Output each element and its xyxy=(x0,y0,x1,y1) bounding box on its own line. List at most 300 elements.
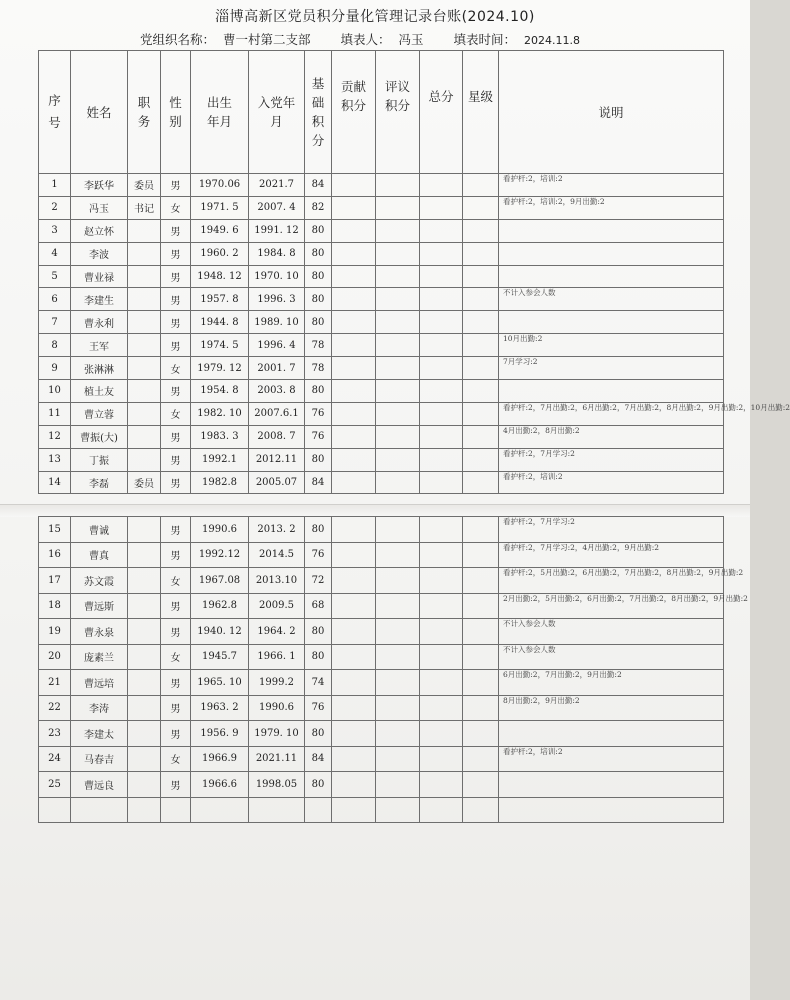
row-total xyxy=(420,380,463,403)
row-star xyxy=(463,772,499,798)
row-contrib-points xyxy=(332,772,376,798)
row-contrib-points xyxy=(332,357,376,380)
row-join: 1984. 8 xyxy=(249,242,305,265)
row-base-points: 84 xyxy=(305,174,332,197)
row-name: 曹远良 xyxy=(71,772,128,798)
row-no: 2 xyxy=(39,196,71,219)
row-sex: 男 xyxy=(161,242,191,265)
row-note: 不计入参会人数 xyxy=(499,644,724,670)
time-value: 2024.11.8 xyxy=(523,34,580,47)
row-sex: 男 xyxy=(161,619,191,645)
row-join: 1989. 10 xyxy=(249,311,305,334)
row-contrib-points xyxy=(332,219,376,242)
row-note: 看护杆:2，7月学习:2 xyxy=(499,448,724,471)
row-note xyxy=(499,721,724,747)
row-join: 1970. 10 xyxy=(249,265,305,288)
row-star xyxy=(463,288,499,311)
row-role xyxy=(128,242,161,265)
row-no: 25 xyxy=(39,772,71,798)
row-base-points: 84 xyxy=(305,471,332,494)
row-birth: 1979. 12 xyxy=(191,357,249,380)
row-base-points: 76 xyxy=(305,402,332,425)
row-total xyxy=(420,174,463,197)
row-no: 13 xyxy=(39,448,71,471)
row-review-points xyxy=(376,219,420,242)
row-review-points xyxy=(376,174,420,197)
row-birth: 1944. 8 xyxy=(191,311,249,334)
row-role xyxy=(128,448,161,471)
table-row xyxy=(39,695,724,721)
table-row xyxy=(39,619,724,645)
row-star xyxy=(463,746,499,772)
row-name: 李涛 xyxy=(71,695,128,721)
row-join: 2001. 7 xyxy=(249,357,305,380)
row-total xyxy=(420,593,463,619)
row-name: 苏文霞 xyxy=(71,568,128,594)
row-name: 庞素兰 xyxy=(71,644,128,670)
table-row xyxy=(39,772,724,798)
row-no: 21 xyxy=(39,670,71,696)
row-total xyxy=(420,448,463,471)
row-birth: 1982.8 xyxy=(191,471,249,494)
row-star xyxy=(463,380,499,403)
col-header-note: 说明 xyxy=(499,51,724,174)
row-name: 曹业禄 xyxy=(71,265,128,288)
row-role xyxy=(128,593,161,619)
row-star xyxy=(463,402,499,425)
row-review-points xyxy=(376,334,420,357)
row-review-points xyxy=(376,593,420,619)
row-sex: 男 xyxy=(161,219,191,242)
row-total xyxy=(420,402,463,425)
row-review-points xyxy=(376,517,420,543)
row-join: 1964. 2 xyxy=(249,619,305,645)
row-base-points: 76 xyxy=(305,695,332,721)
row-name: 曹永利 xyxy=(71,311,128,334)
row-sex: 男 xyxy=(161,380,191,403)
row-note: 看护杆:2，培训:2 xyxy=(499,471,724,494)
row-base-points: 80 xyxy=(305,311,332,334)
row-sex: 男 xyxy=(161,174,191,197)
row-name: 冯玉 xyxy=(71,196,128,219)
row-no: 15 xyxy=(39,517,71,543)
row-sex: 男 xyxy=(161,695,191,721)
row-role xyxy=(128,288,161,311)
row-no: 20 xyxy=(39,644,71,670)
row-name: 王军 xyxy=(71,334,128,357)
row-role xyxy=(128,334,161,357)
row-contrib-points xyxy=(332,425,376,448)
row-star xyxy=(463,568,499,594)
row-total xyxy=(420,772,463,798)
row-contrib-points xyxy=(332,644,376,670)
table-row xyxy=(39,670,724,696)
row-join: 2007.6.1 xyxy=(249,402,305,425)
row-name: 曹远培 xyxy=(71,670,128,696)
row-note: 10月出勤:2 xyxy=(499,334,724,357)
row-review-points xyxy=(376,670,420,696)
row-sex: 男 xyxy=(161,288,191,311)
row-note: 8月出勤:2，9月出勤:2 xyxy=(499,695,724,721)
row-base-points: 80 xyxy=(305,644,332,670)
row-join: 2008. 7 xyxy=(249,425,305,448)
row-name: 李建生 xyxy=(71,288,128,311)
row-contrib-points xyxy=(332,517,376,543)
row-no: 11 xyxy=(39,402,71,425)
row-base-points: 80 xyxy=(305,242,332,265)
row-base-points: 72 xyxy=(305,568,332,594)
row-contrib-points xyxy=(332,471,376,494)
row-review-points xyxy=(376,380,420,403)
row-birth: 1966.9 xyxy=(191,746,249,772)
row-total xyxy=(420,517,463,543)
row-name: 李波 xyxy=(71,242,128,265)
row-review-points xyxy=(376,196,420,219)
points-table-bottom xyxy=(38,516,748,823)
row-join: 1998.05 xyxy=(249,772,305,798)
row-join: 1966. 1 xyxy=(249,644,305,670)
row-name: 赵立怀 xyxy=(71,219,128,242)
row-total xyxy=(420,425,463,448)
row-no: 10 xyxy=(39,380,71,403)
row-role xyxy=(128,644,161,670)
row-review-points xyxy=(376,471,420,494)
row-role xyxy=(128,695,161,721)
table-row xyxy=(39,517,724,543)
row-sex: 女 xyxy=(161,402,191,425)
row-name: 张淋淋 xyxy=(71,357,128,380)
row-note: 看护杆:2，7月学习:2，4月出勤:2，9月出勤:2 xyxy=(499,542,724,568)
row-base-points: 80 xyxy=(305,219,332,242)
row-contrib-points xyxy=(332,695,376,721)
row-no: 8 xyxy=(39,334,71,357)
row-note xyxy=(499,242,724,265)
row-total xyxy=(420,242,463,265)
row-sex: 女 xyxy=(161,196,191,219)
row-total xyxy=(420,219,463,242)
row-join: 1991. 12 xyxy=(249,219,305,242)
row-contrib-points xyxy=(332,196,376,219)
row-sex: 男 xyxy=(161,471,191,494)
row-no: 22 xyxy=(39,695,71,721)
row-no: 12 xyxy=(39,425,71,448)
empty-cell xyxy=(499,797,724,823)
row-join: 2007. 4 xyxy=(249,196,305,219)
row-sex: 男 xyxy=(161,425,191,448)
row-base-points: 74 xyxy=(305,670,332,696)
row-contrib-points xyxy=(332,380,376,403)
row-star xyxy=(463,265,499,288)
table-row xyxy=(39,402,724,425)
row-base-points: 80 xyxy=(305,380,332,403)
row-base-points: 76 xyxy=(305,425,332,448)
row-star xyxy=(463,517,499,543)
row-star xyxy=(463,644,499,670)
row-role xyxy=(128,402,161,425)
row-note: 7月学习:2 xyxy=(499,357,724,380)
row-sex: 女 xyxy=(161,746,191,772)
row-role xyxy=(128,746,161,772)
row-birth: 1954. 8 xyxy=(191,380,249,403)
row-contrib-points xyxy=(332,288,376,311)
row-note: 看护杆:2，培训:2，9月出勤:2 xyxy=(499,196,724,219)
row-contrib-points xyxy=(332,670,376,696)
row-note xyxy=(499,265,724,288)
row-note: 不计入参会人数 xyxy=(499,288,724,311)
row-role xyxy=(128,219,161,242)
row-sex: 男 xyxy=(161,721,191,747)
row-base-points: 80 xyxy=(305,772,332,798)
row-birth: 1971. 5 xyxy=(191,196,249,219)
row-join: 2014.5 xyxy=(249,542,305,568)
row-no: 17 xyxy=(39,568,71,594)
row-name: 曹诚 xyxy=(71,517,128,543)
row-role: 书记 xyxy=(128,196,161,219)
row-birth: 1992.1 xyxy=(191,448,249,471)
table-row xyxy=(39,425,724,448)
row-contrib-points xyxy=(332,265,376,288)
row-note: 6月出勤:2，7月出勤:2，9月出勤:2 xyxy=(499,670,724,696)
row-sex: 男 xyxy=(161,334,191,357)
row-total xyxy=(420,288,463,311)
table-header-row xyxy=(39,51,724,174)
time-label: 填表时间： xyxy=(453,32,516,47)
row-role: 委员 xyxy=(128,471,161,494)
row-role xyxy=(128,265,161,288)
row-base-points: 76 xyxy=(305,542,332,568)
row-note xyxy=(499,380,724,403)
table-row xyxy=(39,357,724,380)
row-birth: 1957. 8 xyxy=(191,288,249,311)
row-total xyxy=(420,471,463,494)
row-birth: 1945.7 xyxy=(191,644,249,670)
row-join: 1996. 3 xyxy=(249,288,305,311)
empty-cell xyxy=(191,797,249,823)
row-total xyxy=(420,746,463,772)
row-join: 1979. 10 xyxy=(249,721,305,747)
row-name: 曹真 xyxy=(71,542,128,568)
col-header-no: 序 号 xyxy=(39,51,71,174)
table-row-empty xyxy=(39,797,724,823)
col-header-join: 入党年 月 xyxy=(249,51,305,174)
row-no: 4 xyxy=(39,242,71,265)
row-review-points xyxy=(376,311,420,334)
row-role xyxy=(128,619,161,645)
row-base-points: 78 xyxy=(305,334,332,357)
row-star xyxy=(463,242,499,265)
row-total xyxy=(420,357,463,380)
row-join: 2009.5 xyxy=(249,593,305,619)
row-name: 马春吉 xyxy=(71,746,128,772)
row-base-points: 80 xyxy=(305,448,332,471)
empty-cell xyxy=(161,797,191,823)
row-join: 1990.6 xyxy=(249,695,305,721)
table-row xyxy=(39,471,724,494)
row-birth: 1982. 10 xyxy=(191,402,249,425)
row-star xyxy=(463,542,499,568)
empty-cell xyxy=(71,797,128,823)
row-total xyxy=(420,568,463,594)
row-review-points xyxy=(376,425,420,448)
row-total xyxy=(420,265,463,288)
row-total xyxy=(420,334,463,357)
row-contrib-points xyxy=(332,619,376,645)
row-review-points xyxy=(376,542,420,568)
row-star xyxy=(463,219,499,242)
row-note: 2月出勤:2，5月出勤:2，6月出勤:2，7月出勤:2，8月出勤:2，9月出勤:2 xyxy=(499,593,724,619)
row-birth: 1963. 2 xyxy=(191,695,249,721)
row-star xyxy=(463,471,499,494)
row-note xyxy=(499,772,724,798)
row-role xyxy=(128,357,161,380)
row-name: 植土友 xyxy=(71,380,128,403)
row-star xyxy=(463,334,499,357)
row-note: 看护杆:2，7月学习:2 xyxy=(499,517,724,543)
table-row xyxy=(39,593,724,619)
row-birth: 1965. 10 xyxy=(191,670,249,696)
row-no: 3 xyxy=(39,219,71,242)
table-row xyxy=(39,219,724,242)
row-birth: 1974. 5 xyxy=(191,334,249,357)
table-row xyxy=(39,288,724,311)
table-row xyxy=(39,542,724,568)
row-join: 2013. 2 xyxy=(249,517,305,543)
row-sex: 男 xyxy=(161,517,191,543)
row-no: 14 xyxy=(39,471,71,494)
row-base-points: 80 xyxy=(305,265,332,288)
row-birth: 1983. 3 xyxy=(191,425,249,448)
row-birth: 1967.08 xyxy=(191,568,249,594)
row-role xyxy=(128,425,161,448)
row-join: 1999.2 xyxy=(249,670,305,696)
row-total xyxy=(420,542,463,568)
row-role xyxy=(128,568,161,594)
table-row xyxy=(39,311,724,334)
row-review-points xyxy=(376,772,420,798)
row-star xyxy=(463,695,499,721)
row-name: 曹远斯 xyxy=(71,593,128,619)
col-header-review: 评议 积分 xyxy=(376,51,420,174)
row-join: 2021.11 xyxy=(249,746,305,772)
row-no: 9 xyxy=(39,357,71,380)
row-no: 16 xyxy=(39,542,71,568)
row-base-points: 78 xyxy=(305,357,332,380)
row-base-points: 82 xyxy=(305,196,332,219)
row-review-points xyxy=(376,644,420,670)
row-contrib-points xyxy=(332,568,376,594)
row-contrib-points xyxy=(332,542,376,568)
document-title: 淄博高新区党员积分量化管理记录台账(2024.10) xyxy=(215,9,535,25)
row-note: 4月出勤:2，8月出勤:2 xyxy=(499,425,724,448)
filler-label: 填表人： xyxy=(340,32,391,47)
col-header-total: 总分 xyxy=(420,51,463,174)
row-sex: 男 xyxy=(161,265,191,288)
row-name: 曹立蓉 xyxy=(71,402,128,425)
col-header-name: 姓名 xyxy=(71,51,128,174)
row-note xyxy=(499,311,724,334)
table-row xyxy=(39,334,724,357)
row-sex: 男 xyxy=(161,772,191,798)
row-role xyxy=(128,670,161,696)
row-contrib-points xyxy=(332,448,376,471)
row-no: 5 xyxy=(39,265,71,288)
row-no: 19 xyxy=(39,619,71,645)
row-review-points xyxy=(376,695,420,721)
row-contrib-points xyxy=(332,402,376,425)
row-contrib-points xyxy=(332,311,376,334)
row-role xyxy=(128,311,161,334)
row-birth: 1966.6 xyxy=(191,772,249,798)
filler-value: 冯玉 xyxy=(398,32,424,47)
empty-cell xyxy=(39,797,71,823)
row-star xyxy=(463,619,499,645)
row-total xyxy=(420,695,463,721)
row-name: 曹永泉 xyxy=(71,619,128,645)
row-join: 2005.07 xyxy=(249,471,305,494)
row-total xyxy=(420,644,463,670)
row-note: 不计入参会人数 xyxy=(499,619,724,645)
row-join: 1996. 4 xyxy=(249,334,305,357)
row-contrib-points xyxy=(332,334,376,357)
row-join: 2021.7 xyxy=(249,174,305,197)
row-note: 看护杆:2，5月出勤:2，6月出勤:2，7月出勤:2，8月出勤:2，9月出勤:2 xyxy=(499,568,724,594)
row-star xyxy=(463,721,499,747)
row-star xyxy=(463,357,499,380)
row-role: 委员 xyxy=(128,174,161,197)
row-star xyxy=(463,448,499,471)
table-row xyxy=(39,380,724,403)
row-note: 看护杆:2，7月出勤:2，6月出勤:2，7月出勤:2，8月出勤:2，9月出勤:2，10月出勤:2 xyxy=(499,402,724,425)
row-birth: 1990.6 xyxy=(191,517,249,543)
table-row xyxy=(39,196,724,219)
col-header-sex: 性 别 xyxy=(161,51,191,174)
row-sex: 女 xyxy=(161,357,191,380)
row-review-points xyxy=(376,288,420,311)
col-header-star: 星级 xyxy=(463,51,499,174)
row-join: 2012.11 xyxy=(249,448,305,471)
row-role xyxy=(128,380,161,403)
row-total xyxy=(420,721,463,747)
row-birth: 1960. 2 xyxy=(191,242,249,265)
row-birth: 1962.8 xyxy=(191,593,249,619)
org-value: 曹一村第二支部 xyxy=(223,32,311,47)
table-row xyxy=(39,721,724,747)
row-birth: 1949. 6 xyxy=(191,219,249,242)
row-name: 李建太 xyxy=(71,721,128,747)
table-row xyxy=(39,568,724,594)
col-header-base: 基 础 积 分 xyxy=(305,51,332,174)
row-role xyxy=(128,517,161,543)
row-no: 1 xyxy=(39,174,71,197)
row-contrib-points xyxy=(332,593,376,619)
row-no: 24 xyxy=(39,746,71,772)
empty-cell xyxy=(305,797,332,823)
row-join: 2003. 8 xyxy=(249,380,305,403)
row-contrib-points xyxy=(332,721,376,747)
col-header-birth: 出生 年月 xyxy=(191,51,249,174)
row-contrib-points xyxy=(332,242,376,265)
row-contrib-points xyxy=(332,174,376,197)
row-star xyxy=(463,174,499,197)
row-join: 2013.10 xyxy=(249,568,305,594)
row-review-points xyxy=(376,746,420,772)
row-review-points xyxy=(376,242,420,265)
row-base-points: 80 xyxy=(305,721,332,747)
empty-cell xyxy=(376,797,420,823)
row-no: 7 xyxy=(39,311,71,334)
row-role xyxy=(128,542,161,568)
row-name: 李跃华 xyxy=(71,174,128,197)
